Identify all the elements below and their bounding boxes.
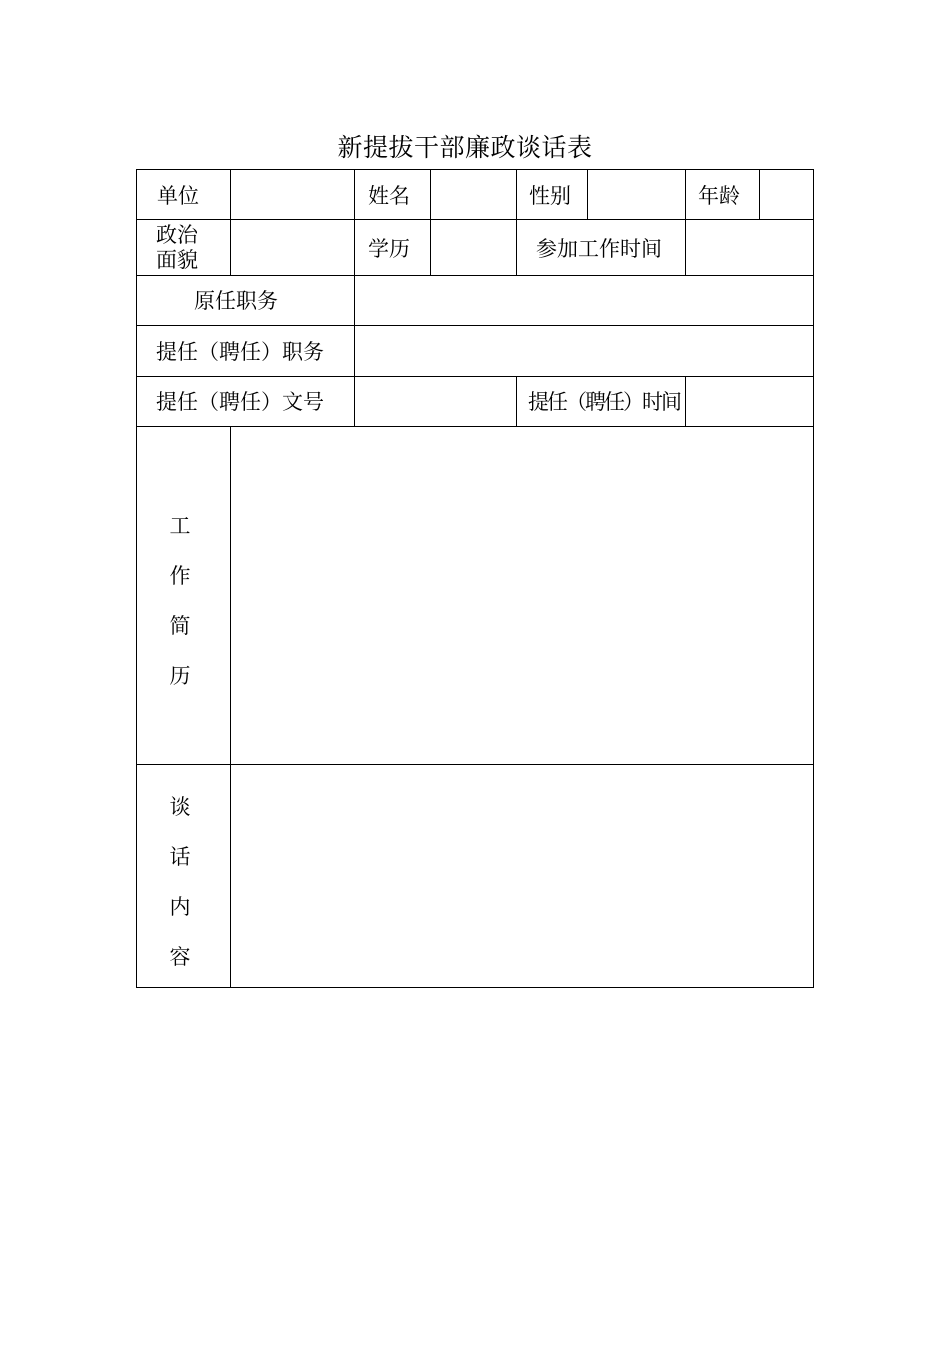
political-status-field[interactable] — [231, 220, 354, 275]
promotion-time-label: 提任（聘任）时间 — [528, 390, 680, 414]
talk-content-char-1: 谈 — [169, 795, 191, 819]
age-label: 年龄 — [698, 184, 740, 208]
original-position-field[interactable] — [355, 276, 813, 325]
talk-content-field[interactable] — [231, 765, 813, 987]
talk-form-table — [136, 169, 814, 988]
col-divider-gender-label — [516, 170, 517, 276]
political-status-label-line2: 面貌 — [156, 248, 198, 272]
work-resume-char-4: 历 — [169, 664, 191, 688]
promoted-position-label: 提任（聘任）职务 — [156, 340, 324, 364]
name-field[interactable] — [431, 170, 516, 219]
unit-label: 单位 — [157, 184, 199, 208]
promoted-position-field[interactable] — [355, 326, 813, 376]
promotion-time-field[interactable] — [686, 377, 813, 426]
education-field[interactable] — [431, 220, 516, 275]
work-start-time-label: 参加工作时间 — [536, 237, 662, 261]
document-number-label: 提任（聘任）文号 — [156, 390, 324, 414]
gender-label: 性别 — [529, 184, 571, 208]
work-resume-field[interactable] — [231, 427, 813, 764]
work-resume-char-1: 工 — [169, 514, 191, 538]
talk-content-char-2: 话 — [169, 845, 191, 869]
gender-field[interactable] — [588, 170, 685, 219]
political-status-label-line1: 政治 — [156, 223, 198, 247]
name-label: 姓名 — [368, 184, 410, 208]
talk-content-char-4: 容 — [169, 945, 191, 969]
work-resume-label — [165, 501, 195, 701]
talk-content-label — [165, 782, 195, 982]
unit-field[interactable] — [231, 170, 354, 219]
work-resume-char-3: 简 — [169, 614, 191, 638]
education-label: 学历 — [368, 237, 410, 261]
work-start-time-field[interactable] — [686, 220, 813, 275]
form-title: 新提拔干部廉政谈话表 — [337, 133, 593, 162]
age-field[interactable] — [760, 170, 813, 219]
document-number-field[interactable] — [355, 377, 516, 426]
work-resume-char-2: 作 — [169, 564, 191, 588]
original-position-label: 原任职务 — [194, 289, 278, 313]
talk-content-char-3: 内 — [169, 895, 191, 919]
col-divider-promotion-time-label — [516, 376, 517, 427]
